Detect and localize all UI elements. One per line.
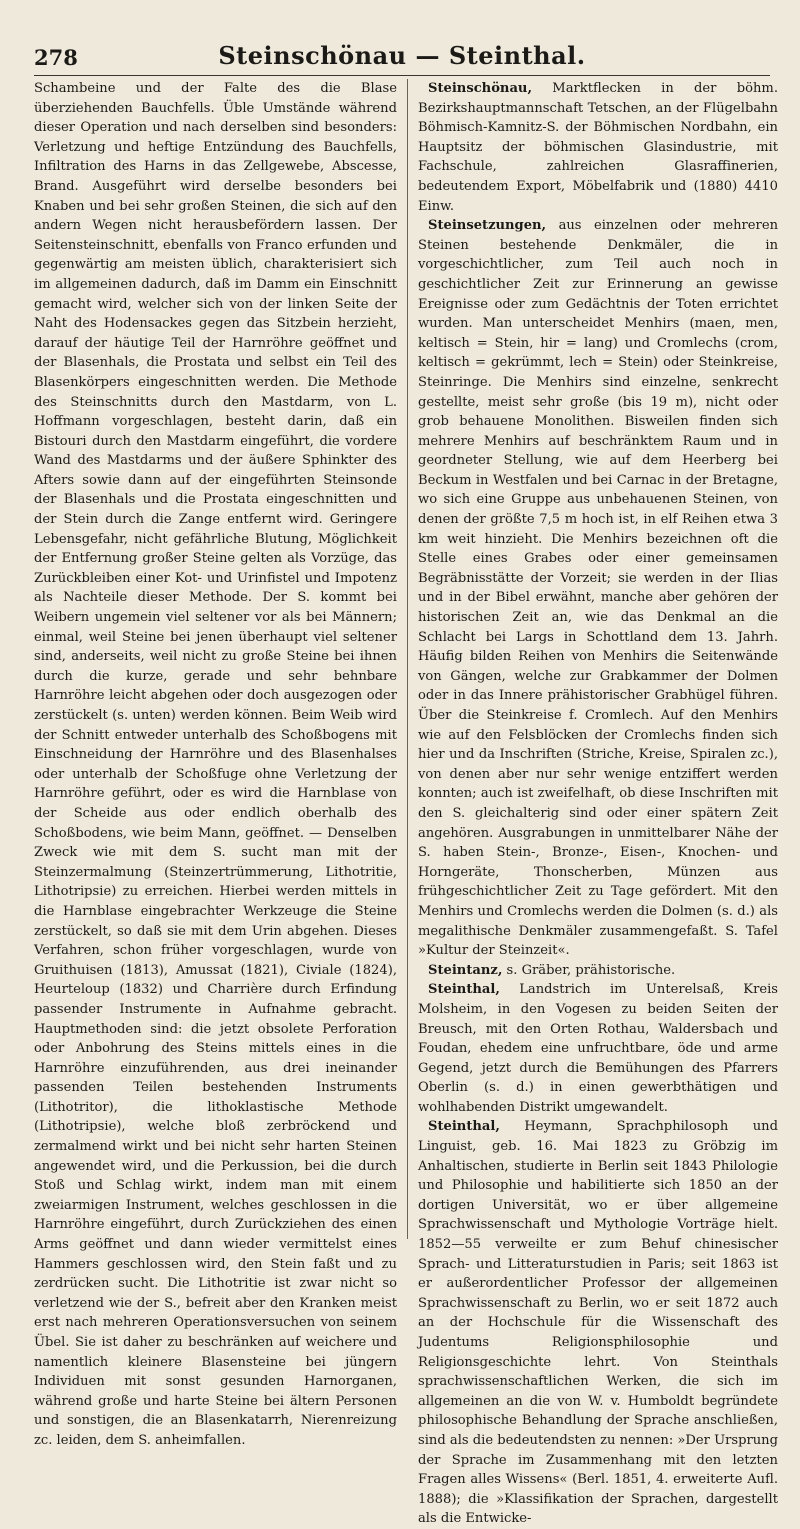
entry-headword: Steintanz,	[428, 962, 503, 978]
running-head: Steinschönau — Steinthal.	[218, 41, 586, 70]
entry-steinschoenau	[418, 79, 778, 216]
header-rule	[34, 75, 770, 76]
entry-headword: Steinthal,	[428, 982, 500, 998]
entry-text: Marktflecken in der böhm. Bezirkshauptmannschaft Tetschen, an der Flügelbahn Böhmisch-Kamnitz-S. der Böhmischen Nordbahn, ein Hauptsitz der böhmischen Glasindustrie, mit Fachschule, zahlreichen Glasraffinerien, bedeutendem Export, Möbelfabrik und (1880) 4410 Einw.	[418, 81, 778, 214]
page-header	[34, 30, 770, 70]
right-column	[418, 79, 778, 1527]
body-paragraph: Schambeine und der Falte des die Blase überziehenden Bauchfells. Üble Umstände während dieser Operation und nach derselben sind besonders: Verletzung und heftige Entzündung des Bauchfells, Infiltration des Harns in das Zellgewebe, Abscesse, Brand. Ausgeführt wird derselbe besonders bei Knaben und bei sehr großen Steinen, die sich auf den andern Wegen nicht herausbefördern lassen. Der Seitensteinschnitt, ebenfalls von Franco erfunden und gegenwärtig am meisten üblich, charakterisiert sich im allgemeinen dadurch, daß im Damm ein Einschnitt gemacht wird, welcher sich von der linken Seite der Naht des Hodensackes gegen das Sitzbein herzieht, darauf der häutige Teil der Harnröhre geöffnet und der Blasenhals, die Prostata und selbst ein Teil des Blasenkörpers eingeschnitten werden. Die Methode des Steinschnitts durch den Mastdarm, von L. Hoffmann vorgeschlagen, besteht darin, daß ein Bistouri durch den Mastdarm eingeführt, die vordere Wand des Mastdarms und der äußere Sphinkter des Afters sowie dann auf der eingeführten Steinsonde der Blasenhals und die Prostata eingeschnitten und der Stein durch die Zange entfernt wird. Geringere Lebensgefahr, nicht gefährliche Blutung, Möglichkeit der Entfernung großer Steine gelten als Vorzüge, das Zurückbleiben einer Kot- und Urinfistel und Impotenz als Nachteile dieser Methode. Der S. kommt bei Weibern ungemein viel seltener vor als bei Männern; einmal, weil Steine bei jenen überhaupt viel seltener sind, anderseits, weil nicht zu große Steine bei ihnen durch die kurze, gerade und sehr behnbare Harnröhre leicht abgehen oder doch ausgezogen oder zerstückelt (s. unten) werden können. Beim Weib wird der Schnitt entweder unterhalb des Schoßbogens mit Einschneidung der Harnröhre und des Blasenhalses oder unterhalb der Schoßfuge ohne Verletzung der Harnröhre geführt, oder es wird die Harnblase von der Scheide aus oder endlich oberhalb des Schoßbodens, wie beim Mann, geöffnet. — Denselben Zweck wie mit dem S. sucht man mit der Steinzermalmung (Steinzertrümmerung, Lithotritie, Lithotripsie) zu erreichen. Hierbei werden mittels in die Harnblase eingebrachter Werkzeuge die Steine zerstückelt, so daß sie mit dem Urin abgehen. Dieses Verfahren, schon früher vorgeschlagen, wurde von Gruithuisen (1813), Amussat (1821), Civiale (1824), Heurteloup (1832) und Charrière durch Erfindung passender Instrumente in Aufnahme gebracht. Hauptmethoden sind: die jetzt obsolete Perforation oder Anbohrung des Steins mittels eines in die Harnröhre einzuführenden, aus drei ineinander passenden Teilen bestehenden Instruments (Lithotritor), die lithoklastische Methode (Lithotripsie), welche bloß zerbröckend und zermalmend wirkt und bei nicht sehr harten Steinen angewendet wird, und die Perkussion, bei die durch Stoß und Schlag wirkt, indem man mit einem zweiarmigen Instrument, welches geschlossen in die Harnröhre eingeführt, durch Zurückziehen des einen Arms geöffnet und dann wieder vermittelst eines Hammers geschlossen wird, den Stein faßt und zu zerdrücken sucht. Die Lithotritie ist zwar nicht so verletzend wie der S., befreit aber den Kranken meist erst nach mehreren Operationsversuchen von seinem Übel. Sie ist daher zu beschränken auf weichere und namentlich kleinere Blasensteine bei jüngern Individuen mit sonst gesunden Harnorganen, während große und harte Steine bei ältern Personen und sonstigen, die an Blasenkatarrh, Nierenreizung zc. leiden, dem S. anheimfallen.	[34, 81, 397, 1448]
entry-text: s. Gräber, prähistorische.	[502, 962, 676, 978]
entry-text: Heymann, Sprachphilosoph und Linguist, geb. 16. Mai 1823 zu Gröbzig im Anhaltischen, studierte in Berlin seit 1843 Philologie und Philosophie und habilitierte sich 1850 an der dortigen Universität, wo er über allgemeine Sprachwissenschaft und Mythologie Vorträge hielt. 1852—55 verweilte er zum Behuf chinesischer Sprach- und Litteraturstudien in Paris; seit 1863 ist er außerordentlicher Professor der allgemeinen Sprachwissenschaft zu Berlin, wo er seit 1872 auch an der Hochschule für die Wissenschaft des Judentums Religionsphilosophie und Religionsgeschichte lehrt. Von Steinthals sprachwissenschaftlichen Werken, die sich im allgemeinen an die von W. v. Humboldt begründete philosophische Behandlung der Sprache anschließen, sind als die bedeutendsten zu nennen: »Der Ursprung der Sprache im Zusammenhang mit den letzten Fragen alles Wissens« (Berl. 1851, 4. erweiterte Aufl. 1888); die »Klassifikation der Sprachen, dargestellt als die Entwicke-	[418, 1119, 778, 1527]
entry-text: aus einzelnen oder mehreren Steinen bestehende Denkmäler, die in vorgeschichtlicher, zum Teil auch noch in geschichtlicher Zeit zur Erinnerung an gewisse Ereignisse oder zum Gedächtnis der Toten errichtet wurden. Man unterscheidet Menhirs (maen, men, keltisch = Stein, hir = lang) und Cromlechs (crom, keltisch = gekrümmt, lech = Stein) oder Steinkreise, Steinringe. Die Menhirs sind einzelne, senkrecht gestellte, meist sehr große (bis 19 m), nicht oder grob behauene Monolithen. Bisweilen finden sich mehrere Menhirs auf beschränktem Raum und in geordneter Stellung, wie auf dem Heerberg bei Beckum in Westfalen und bei Carnac in der Bretagne, wo sich eine Gruppe aus unbehauenen Steinen, von denen der größte 7,5 m hoch ist, in elf Reihen etwa 3 km weit hinzieht. Die Menhirs bezeichnen oft die Stelle eines Grabes oder einer gemeinsamen Begräbnisstätte der Vorzeit; sie werden in der Ilias und in der Bibel erwähnt, manche aber gehören der historischen Zeit an, wie das Denkmal an die Schlacht bei Largs in Schottland dem 13. Jahrh. Häufig bilden Reihen von Menhirs die Seitenwände von Gängen, welche zur Grabkammer der Dolmen oder in das Innere prähistorischer Grabhügel führen. Über die Steinkreise f. Cromlech. Auf den Menhirs wie auf den Felsblöcken der Cromlechs finden sich hier und da Inschriften (Striche, Kreise, Spiralen zc.), von denen aber nur sehr wenige entziffert werden konnten; auch ist zweifelhaft, ob diese Inschriften mit den S. gleichalterig sind oder einer spätern Zeit angehören. Ausgrabungen in unmittelbarer Nähe der S. haben Stein-, Bronze-, Eisen-, Knochen- und Horngeräte, Thonscherben, Münzen aus frühgeschichtlicher Zeit zu Tage gefördert. Mit den Menhirs und Cromlechs werden die Dolmen (s. d.) als megalithische Denkmäler zusammengefaßt. S. Tafel »Kultur der Steinzeit«.	[418, 218, 778, 959]
entry-steinthal-person	[418, 1117, 778, 1528]
entry-headword: Steinsetzungen,	[428, 218, 547, 234]
entry-steinthal-region	[418, 980, 778, 1117]
column-divider	[407, 79, 408, 1239]
page-number: 278	[34, 45, 78, 70]
entry-steinsetzungen	[418, 216, 778, 961]
entry-headword: Steinschönau,	[428, 81, 533, 96]
entry-text: Landstrich im Unterelsaß, Kreis Molsheim, in den Vogesen zu beiden Seiten der Breusch, mit den Orten Rothau, Waldersbach und Foudan, ehedem eine unfruchtbare, öde und arme Gegend, jetzt durch die Bemühungen des Pfarrers Oberlin (s. d.) in einen gewerbthätigen und wohlhabenden Distrikt umgewandelt.	[418, 982, 778, 1115]
entry-steintanz	[418, 961, 778, 981]
left-column	[34, 79, 397, 1448]
entry-headword: Steinthal,	[428, 1119, 500, 1135]
